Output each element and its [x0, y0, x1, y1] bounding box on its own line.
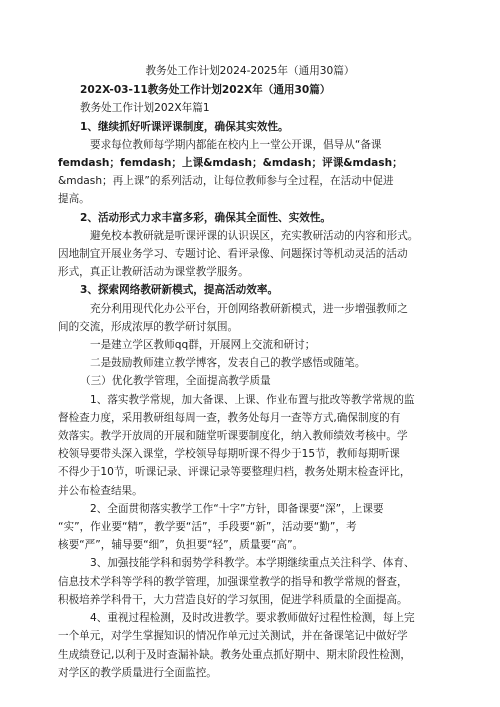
paragraph-line: 效落实。教学开放周的开展和随堂听课要制度化，纳入教师绩效考核中。学 — [58, 430, 408, 443]
paragraph-line: 因地制宜开展业务学习、专题讨论、看评录像、问题探讨等机动灵活的活动 — [58, 248, 408, 261]
paragraph-line: 一个单元，对学生掌握知识的情况作单元过关测试，并在备课笔记中做好学 — [58, 630, 408, 643]
section-heading: 教务处工作计划202X年篇1 — [80, 102, 210, 115]
document-subtitle: 202X-03-11教务处工作计划202X年（通用30篇） — [80, 84, 331, 97]
paragraph-line: 形式，真正让教研活动为课堂教学服务。 — [58, 266, 249, 279]
paragraph-line: “实”，作业要“精”，教学要“活”，手段要“新”，活动要“勤”，考 — [58, 521, 357, 534]
document-body — [58, 62, 442, 682]
section-heading-3: （三）优化教学管理，全面提高教学质量 — [80, 375, 271, 388]
paragraph-line: 充分利用现代化办公平台，开创网络教研新模式，进一步增强教师之 — [90, 302, 408, 315]
item-heading: 1、继续抓好听课评课制度，确保其实效性。 — [80, 120, 289, 133]
document-title: 教务处工作计划2024-2025年（通用30篇） — [145, 65, 355, 77]
paragraph-line: 督检查力度，采用教研组每周一查，教务处每月一查等方式,确保制度的有 — [58, 411, 401, 424]
paragraph-line: 校领导要带头深入课堂，学校领导每期听课不得少于15节，教师每期听课 — [58, 448, 400, 461]
paragraph-line: 避免校本教研就是听课评课的认识误区，充实教研活动的内容和形式。 — [90, 229, 419, 242]
paragraph-line: femdash；femdash；上课&mdash；&mdash；评课&mdash； — [58, 157, 403, 170]
paragraph-line: &mdash；再上课”的系列活动，让每位教师参与全过程，在活动中促进 — [58, 175, 394, 188]
paragraph-line: 4、重视过程检测，及时改进教学。要求教师做好过程性检测，每上完 — [90, 612, 415, 625]
paragraph-line: 1、落实教学常规，加大备课、上课、作业布置与批改等教学常规的监 — [90, 393, 415, 406]
paragraph-line: 信息技术学科等学科的教学管理，加强课堂教学的指导和教学常规的督查， — [58, 575, 408, 588]
paragraph-line: 一是建立学区教师qq群，开展网上交流和研讨； — [90, 339, 316, 352]
paragraph-line: 不得少于10节，听课记录、评课记录等要整理归档，教务处期末检查评比， — [58, 466, 411, 479]
paragraph-line: 并公布检查结果。 — [58, 484, 143, 497]
paragraph-line: 生成绩登记,以利于及时查漏补缺。教务处重点抓好期中、期末阶段性检测， — [58, 648, 411, 661]
paragraph-line: 对学区的教学质量进行全面监控。 — [58, 666, 217, 679]
paragraph-line: 3、加强技能学科和弱势学科教学。本学期继续重点关注科学、体育、 — [90, 557, 415, 570]
item-heading: 3、探索网络教研新模式，提高活动效率。 — [80, 284, 279, 297]
item-heading: 2、活动形式力求丰富多彩，确保其全面性、实效性。 — [80, 211, 332, 224]
paragraph-line: 要求每位教师每学期内都能在校内上一堂公开课，倡导从“备课 — [90, 138, 382, 151]
paragraph-line: 积极培养学科骨干，大力营造良好的学习氛围，促进学科质量的全面提高。 — [58, 593, 408, 606]
paragraph-line: 2、全面贯彻落实教学工作“十字”方针，即备课要“深”，上课要 — [90, 502, 384, 515]
paragraph-line: 提高。 — [58, 193, 90, 206]
paragraph-line: 间的交流，形成浓厚的教学研讨氛围。 — [58, 320, 239, 333]
paragraph-line: 二是鼓励教师建立教学博客，发表自己的教学感悟或随笔。 — [90, 357, 366, 370]
paragraph-line: 核要“严”，辅导要“细”，负担要“轻”，质量要“高”。 — [58, 539, 304, 552]
